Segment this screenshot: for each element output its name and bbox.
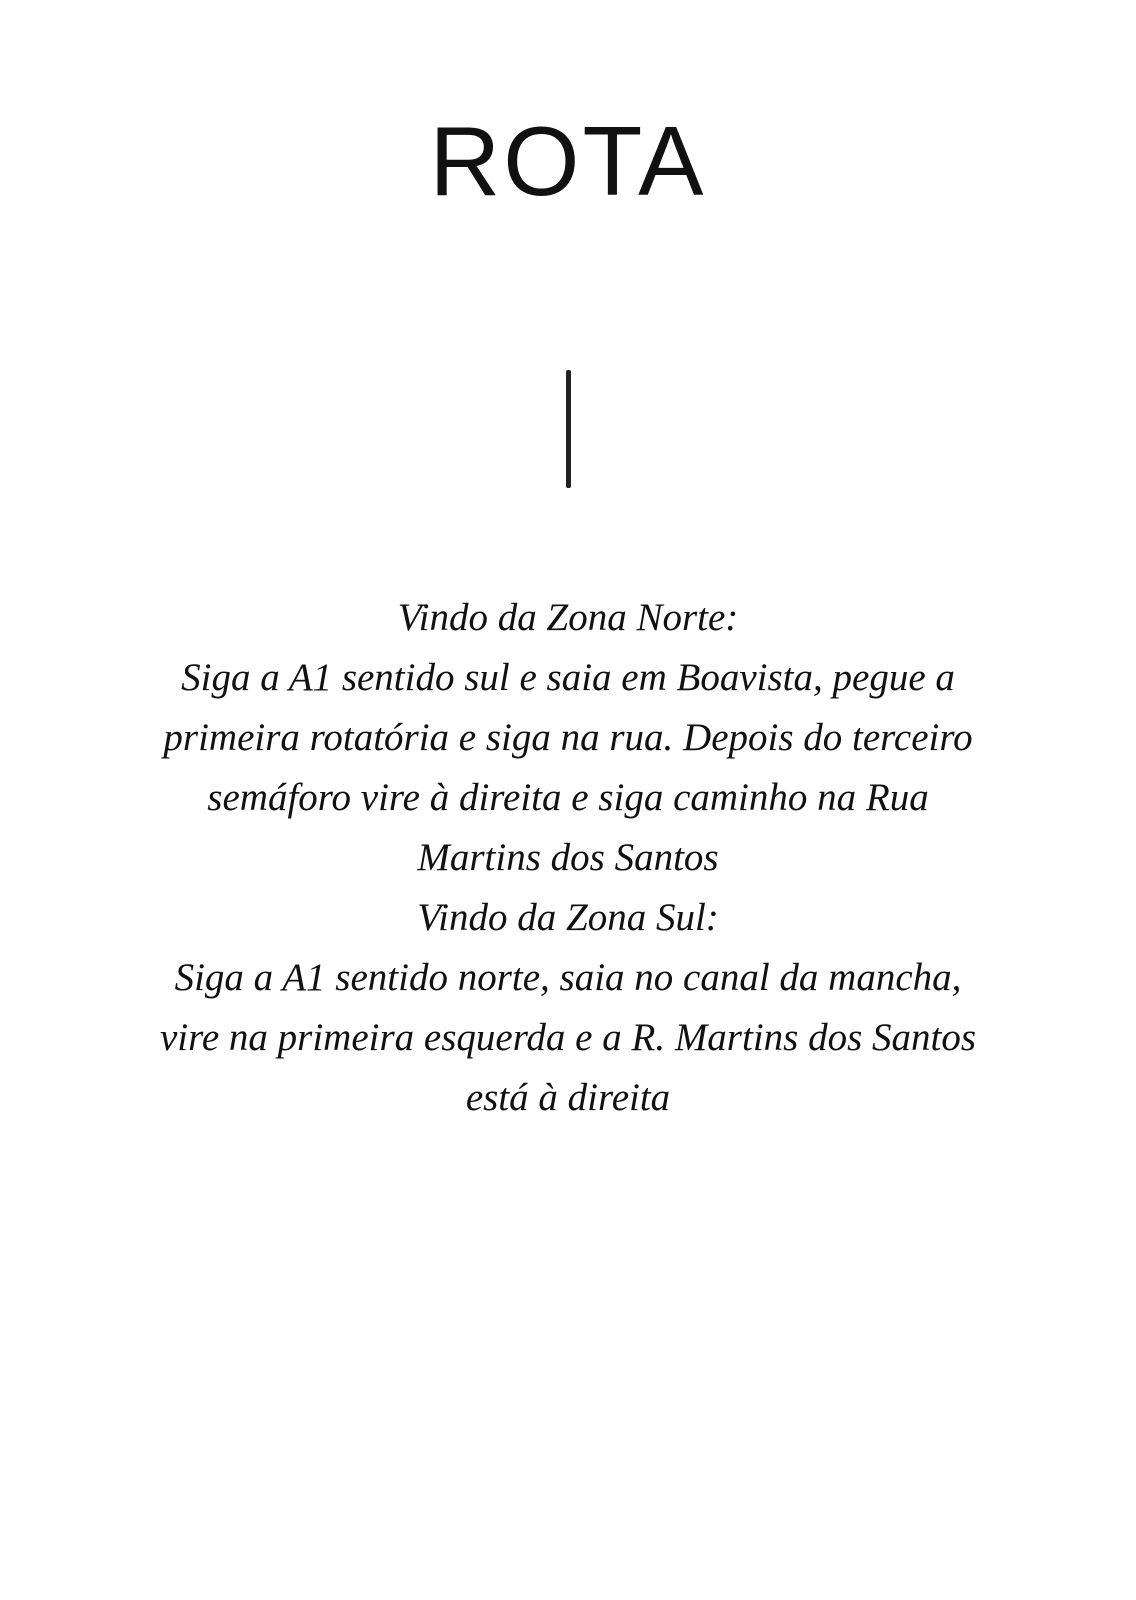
- north-directions: Siga a A1 sentido sul e saia em Boavista, pegue a primeira rotatória e siga na rua. Depois do terceiro semáforo vire à direita e siga caminho na Rua Martins dos Santos: [163, 656, 973, 879]
- south-heading: Vindo da Zona Sul:: [417, 896, 719, 939]
- south-directions: Siga a A1 sentido norte, saia no canal da mancha, vire na primeira esquerda e a R. Martins dos Santos está à direita: [159, 956, 977, 1119]
- vertical-divider: [566, 370, 571, 488]
- page-title: ROTA: [429, 106, 707, 216]
- directions-text: [148, 588, 988, 1128]
- north-heading: Vindo da Zona Norte:: [397, 596, 739, 639]
